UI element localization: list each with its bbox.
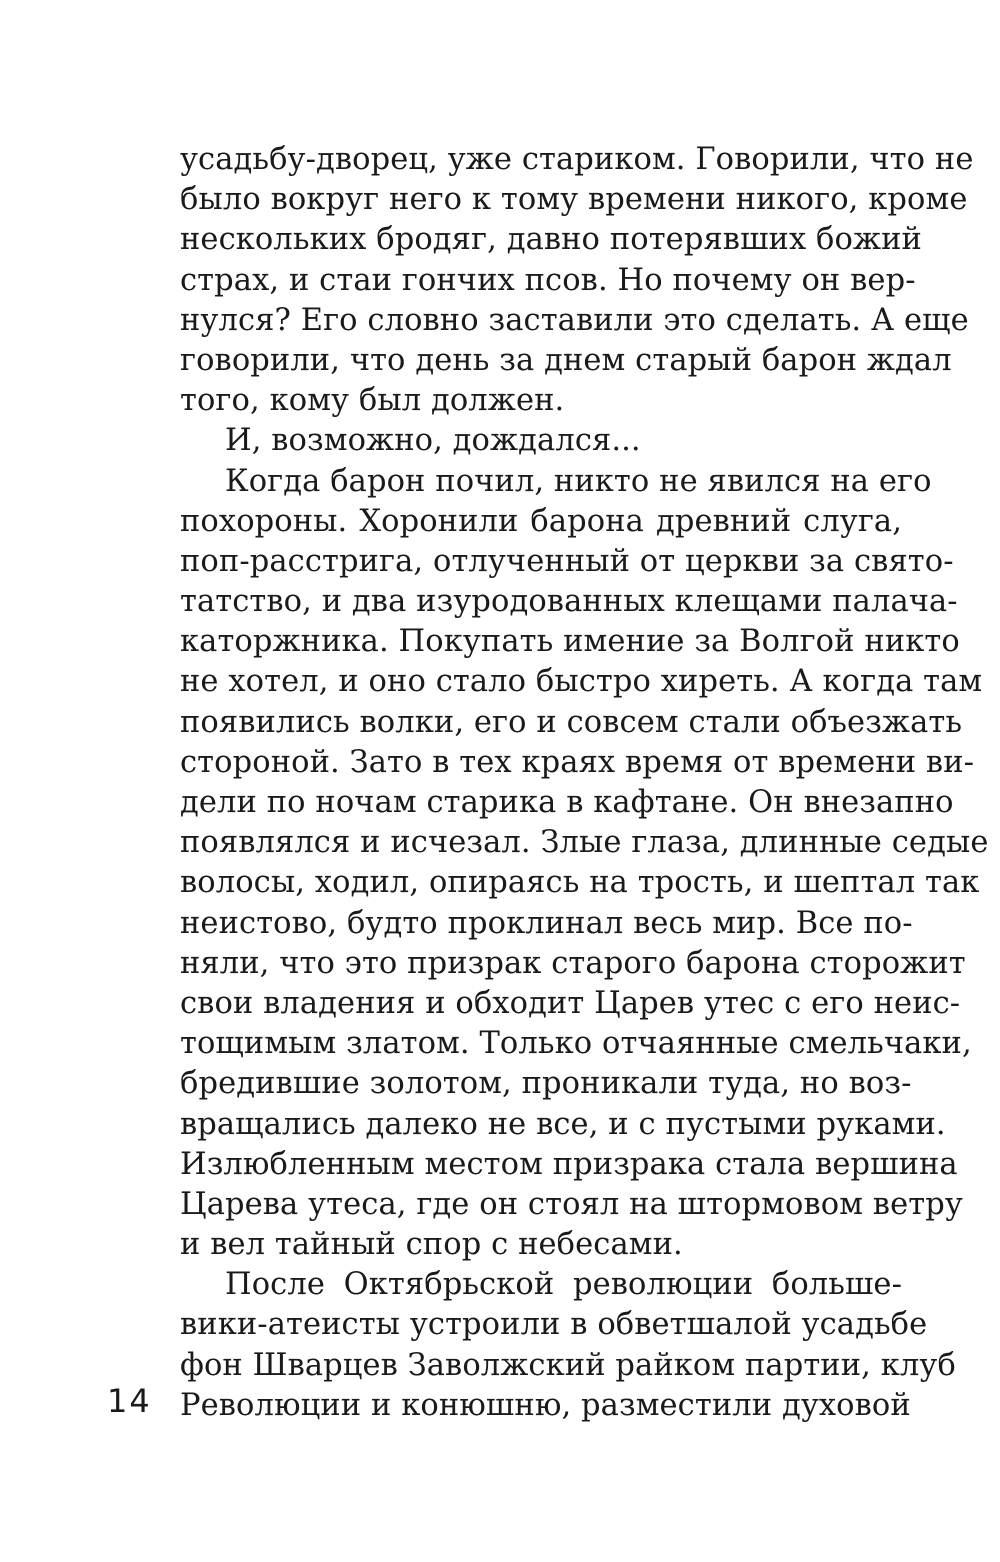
- text-line: похороны. Хоронили барона древний слуга,: [180, 503, 902, 539]
- text-line: не хотел, и оно стало быстро хиреть. А когда там: [180, 664, 983, 700]
- text-line: После Октябрьской революции больше-: [225, 1267, 902, 1303]
- text-line: вращались далеко не все, и с пустыми руками.: [180, 1106, 946, 1142]
- text-line: усадьбу-дворец, уже стариком. Говорили, что не: [180, 142, 974, 177]
- text-line: И, возможно, дождался...: [225, 423, 641, 459]
- text-line: появлялся и исчезал. Злые глаза, длинные седые: [180, 825, 989, 861]
- text-line: страх, и стаи гончих псов. Но почему он вер-: [180, 262, 916, 298]
- text-line: говорили, что день за днем старый барон ждал: [180, 342, 952, 378]
- body-text: [180, 140, 989, 1426]
- text-line: волосы, ходил, опираясь на трость, и шептал так: [180, 865, 980, 901]
- text-line: появились волки, его и совсем стали объезжать: [180, 704, 963, 740]
- text-line: татство, и два изуродованных клещами палача-: [180, 584, 958, 620]
- text-line: стороной. Зато в тех краях время от времени ви-: [180, 744, 975, 780]
- text-line: было вокруг него к тому времени никого, кроме: [180, 182, 968, 218]
- text-line: Царева утеса, где он стоял на штормовом ветру: [180, 1186, 963, 1222]
- text-line: нулся? Его словно заставили это сделать. А еще: [180, 302, 969, 338]
- text-line: тощимым златом. Только отчаянные смельчаки,: [180, 1026, 972, 1062]
- text-line: Когда барон почил, никто не явился на его: [225, 463, 932, 499]
- text-line: того, кому был должен.: [180, 383, 565, 419]
- text-line: Излюбленным местом призрака стала вершина: [180, 1146, 958, 1182]
- text-line: и вел тайный спор с небесами.: [180, 1227, 683, 1263]
- text-line: няли, что это призрак старого барона сторожит: [180, 945, 966, 981]
- page-number: 14: [107, 1382, 152, 1420]
- text-line: фон Шварцев Заволжский райком партии, клуб: [180, 1347, 956, 1383]
- text-line: каторжника. Покупать имение за Волгой никто: [180, 624, 960, 660]
- text-line: поп-расстрига, отлученный от церкви за свято-: [180, 543, 954, 579]
- text-line: бредившие золотом, проникали туда, но воз-: [180, 1066, 912, 1102]
- text-line: вики-атеисты устроили в обветшалой усадьбе: [180, 1307, 928, 1343]
- text-line: дели по ночам старика в кафтане. Он внезапно: [180, 785, 954, 820]
- text-line: Революции и конюшню, разместили духовой: [180, 1387, 911, 1423]
- text-line: неистово, будто проклинал весь мир. Все по-: [180, 905, 913, 941]
- text-line: нескольких бродяг, давно потерявших божий: [180, 222, 922, 258]
- text-line: свои владения и обходит Царев утес с его неис-: [180, 985, 961, 1021]
